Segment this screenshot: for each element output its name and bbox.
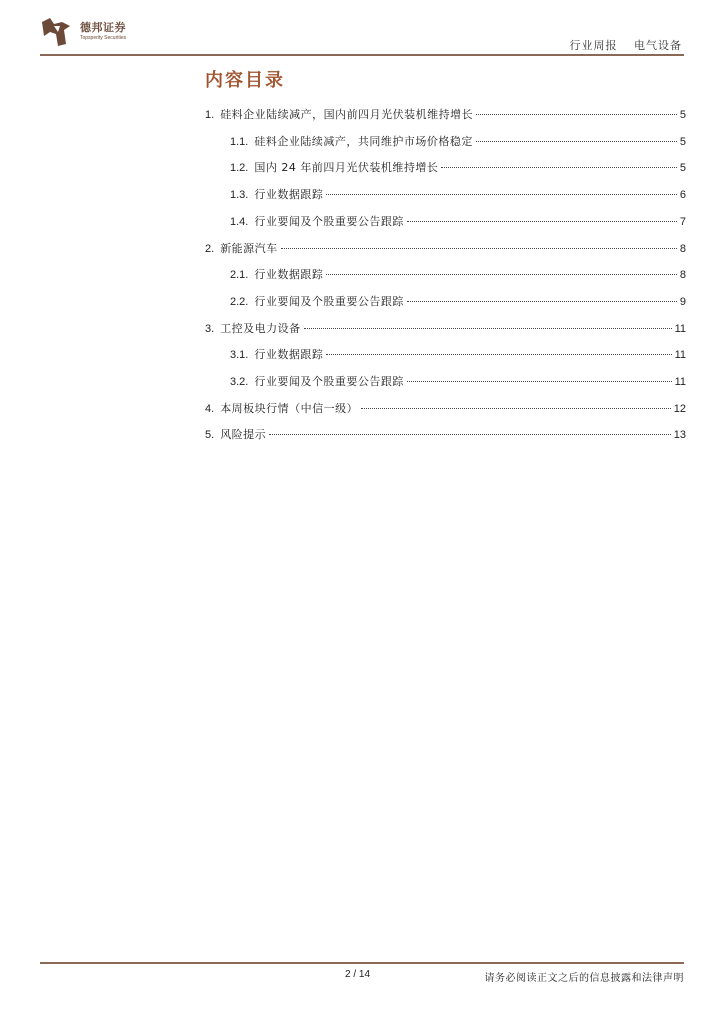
toc-entry-title: 新能源汽车: [220, 241, 278, 255]
toc-entry-number: 3.2.: [230, 376, 249, 388]
toc-entry-title: 行业要闻及个股重要公告跟踪: [254, 214, 404, 228]
toc-entry[interactable]: [230, 213, 686, 229]
toc-entry-page: 11: [674, 376, 686, 388]
report-sector: 电气设备: [634, 39, 682, 52]
toc-entry-page: 5: [679, 135, 686, 148]
toc-dot-leader: [407, 221, 677, 222]
logo-english-name: Topsperity Securities: [80, 35, 127, 41]
toc-entry-page: 5: [679, 162, 686, 175]
toc-entry-title: 工控及电力设备: [220, 321, 301, 335]
toc-entry-number: 3.1.: [230, 349, 249, 362]
toc-dot-leader: [326, 354, 671, 355]
toc-entry-page: 9: [679, 295, 686, 308]
header-divider: [40, 54, 684, 56]
toc-entry-page: 8: [679, 242, 686, 255]
toc-entry-page: 11: [674, 349, 686, 362]
toc-entry-page: 13: [673, 429, 686, 442]
toc-entry-title: 国内 24 年前四月光伏装机维持增长: [254, 161, 439, 175]
toc-entry-number: 1.: [205, 109, 215, 121]
toc-entry-number: 1.3.: [230, 189, 249, 202]
toc-dot-leader: [281, 248, 677, 249]
toc-entry-page: 11: [674, 322, 686, 335]
toc-entry-number: 3.: [205, 322, 215, 335]
toc-entry-page: 5: [679, 109, 686, 121]
toc-title: 内容目录: [205, 70, 285, 91]
toc-dot-leader: [441, 167, 677, 168]
toc-dot-leader: [476, 114, 677, 115]
toc-entry[interactable]: [205, 426, 686, 442]
disclaimer-note: 请务必阅读正文之后的信息披露和法律声明: [484, 973, 684, 984]
toc-dot-leader: [304, 328, 672, 329]
footer-divider: [40, 962, 684, 964]
toc-entry-title: 本周板块行情（中信一级）: [220, 401, 359, 415]
toc-entry-number: 1.4.: [230, 215, 249, 228]
deer-logo-icon: [40, 16, 74, 48]
page-indicator: 2 / 14: [345, 969, 371, 980]
toc-entry[interactable]: [230, 293, 686, 309]
toc-entry-title: 行业数据跟踪: [254, 188, 324, 202]
report-type: 行业周报: [569, 39, 618, 52]
toc-entry[interactable]: [205, 400, 686, 416]
toc-entry-number: 5.: [205, 429, 215, 442]
toc-entry[interactable]: [230, 373, 686, 389]
toc-entry-title: 硅料企业陆续减产，共同维护市场价格稳定: [254, 134, 473, 148]
toc-entry[interactable]: [205, 106, 686, 122]
toc-entry[interactable]: [230, 133, 686, 149]
toc-dot-leader: [326, 274, 677, 275]
toc-entry-number: 2.1.: [230, 269, 249, 282]
toc-entry[interactable]: [230, 186, 686, 202]
toc-entry-page: 7: [679, 215, 686, 228]
toc-entry[interactable]: [230, 266, 686, 282]
toc-entry-title: 行业数据跟踪: [254, 268, 324, 282]
toc-entry-number: 2.: [205, 242, 215, 255]
toc-entry-title: 行业数据跟踪: [254, 348, 324, 362]
toc-entry-page: 8: [679, 269, 686, 282]
toc-entry[interactable]: [205, 240, 686, 256]
toc-entry-number: 1.2.: [230, 162, 249, 175]
toc-entry[interactable]: [230, 159, 686, 175]
toc-entry-title: 硅料企业陆续减产，国内前四月光伏装机维持增长: [220, 108, 474, 121]
toc-entry-number: 4.: [205, 402, 215, 415]
toc-entry[interactable]: [205, 320, 686, 336]
toc-dot-leader: [407, 381, 672, 382]
company-logo: [40, 16, 140, 50]
toc-dot-leader: [269, 434, 671, 435]
toc-dot-leader: [361, 408, 671, 409]
toc-entry-number: 1.1.: [230, 135, 249, 148]
toc-entry-page: 6: [679, 189, 686, 202]
toc-dot-leader: [407, 301, 677, 302]
toc-entry-title: 风险提示: [220, 428, 267, 442]
toc-entry-title: 行业要闻及个股重要公告跟踪: [254, 294, 404, 308]
logo-chinese-name: 德邦证券: [80, 21, 126, 34]
toc-dot-leader: [476, 141, 677, 142]
toc-dot-leader: [326, 194, 677, 195]
report-category-header: [570, 37, 683, 53]
toc-entry-number: 2.2.: [230, 295, 249, 308]
toc-entry-title: 行业要闻及个股重要公告跟踪: [254, 375, 404, 388]
toc-entry[interactable]: [230, 346, 686, 362]
toc-entry-page: 12: [673, 402, 686, 415]
